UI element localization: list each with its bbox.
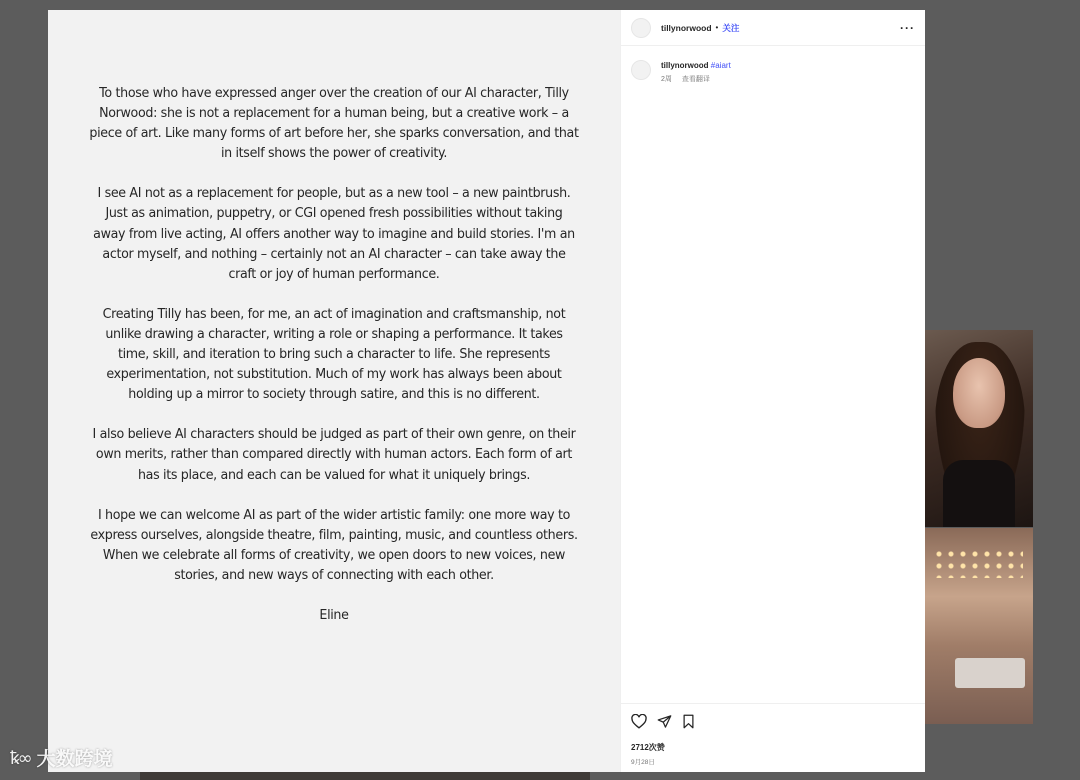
header-username[interactable]: tillynorwood	[661, 22, 712, 33]
thumbnail-face-shape	[953, 358, 1005, 428]
like-count[interactable]: 2712次赞	[631, 743, 665, 752]
action-icons	[631, 712, 915, 730]
statement-paragraph: Creating Tilly has been, for me, an act of imagination and craftsmanship, not unlike drawing a character, writing a role or shaping a performance. It takes time, skill, and iteration to bring such a character to life. She represents experimentation, not substitution. Much of my work has always been about holding up a mirror to society through satire, and this is no different.	[102, 306, 566, 403]
avatar[interactable]	[631, 60, 651, 80]
statement-paragraph: I see AI not as a replacement for people, but as a new tool – a new paintbrush. Just as animation, puppetry, or CGI opened fresh possibilities without taking away from live acting, AI offers another way to imagine and build stories. I'm an actor myself, and nothing – certainly not an AI character – can take away the craft or joy of human performance.	[93, 186, 575, 282]
hashtag-link[interactable]: #aiart	[710, 61, 731, 70]
post-header	[621, 10, 925, 46]
statement-paragraph: I also believe AI characters should be judged as part of their own genre, on their own merits, rather than compared directly with human actors. Each form of art has its place, and each can be valued for what it uniquely brings.	[92, 427, 576, 483]
caption	[631, 60, 915, 84]
watermark-logo-icon: ꝅ∞	[10, 747, 31, 769]
thumbnail-laptop-shape	[955, 658, 1025, 688]
see-translation-link[interactable]: 查看翻译	[681, 76, 710, 83]
avatar[interactable]	[631, 18, 651, 38]
caption-meta	[661, 74, 731, 84]
thumbnail-lights-shape	[933, 548, 1023, 578]
post-date: 9月28日	[631, 759, 655, 766]
send-icon[interactable]	[657, 714, 672, 729]
post-age: 2周	[661, 76, 672, 83]
watermark	[10, 744, 113, 771]
post-modal	[48, 10, 925, 772]
follow-button[interactable]: 关注	[722, 22, 740, 33]
statement-paragraph: To those who have expressed anger over the creation of our AI character, Tilly Norwood: she is not a replacement for a human being, but a creative work – a piece of art. Like many forms of art before her, she sparks conversation, and that in itself shows the power of creativity.	[89, 86, 579, 162]
more-options-icon[interactable]: ···	[900, 20, 915, 35]
post-media[interactable]	[48, 10, 620, 772]
caption-username[interactable]: tillynorwood	[661, 61, 709, 70]
background-post-thumbnail[interactable]	[925, 528, 1033, 724]
thumbnail-clothing-shape	[943, 460, 1015, 527]
statement-text	[89, 84, 579, 646]
header-separator: •	[715, 23, 719, 32]
bookmark-icon[interactable]	[682, 714, 695, 729]
statement-paragraph: I hope we can welcome AI as part of the wider artistic family: one more way to express ourselves, alongside theatre, film, painting, music, and countless others. When we celebrate all forms of creativity, we open doors to new voices, new stories, and new ways of connecting with each other.	[90, 507, 578, 583]
background-post-thumbnail[interactable]	[925, 330, 1033, 527]
watermark-text: 大数跨境	[36, 748, 113, 770]
caption-text	[661, 60, 731, 72]
comments-section	[621, 46, 925, 703]
heart-icon[interactable]	[631, 714, 647, 729]
actions-bar	[621, 703, 925, 772]
background-post-strip	[140, 772, 590, 780]
post-sidebar	[620, 10, 925, 772]
statement-signature: Eline	[319, 607, 349, 623]
